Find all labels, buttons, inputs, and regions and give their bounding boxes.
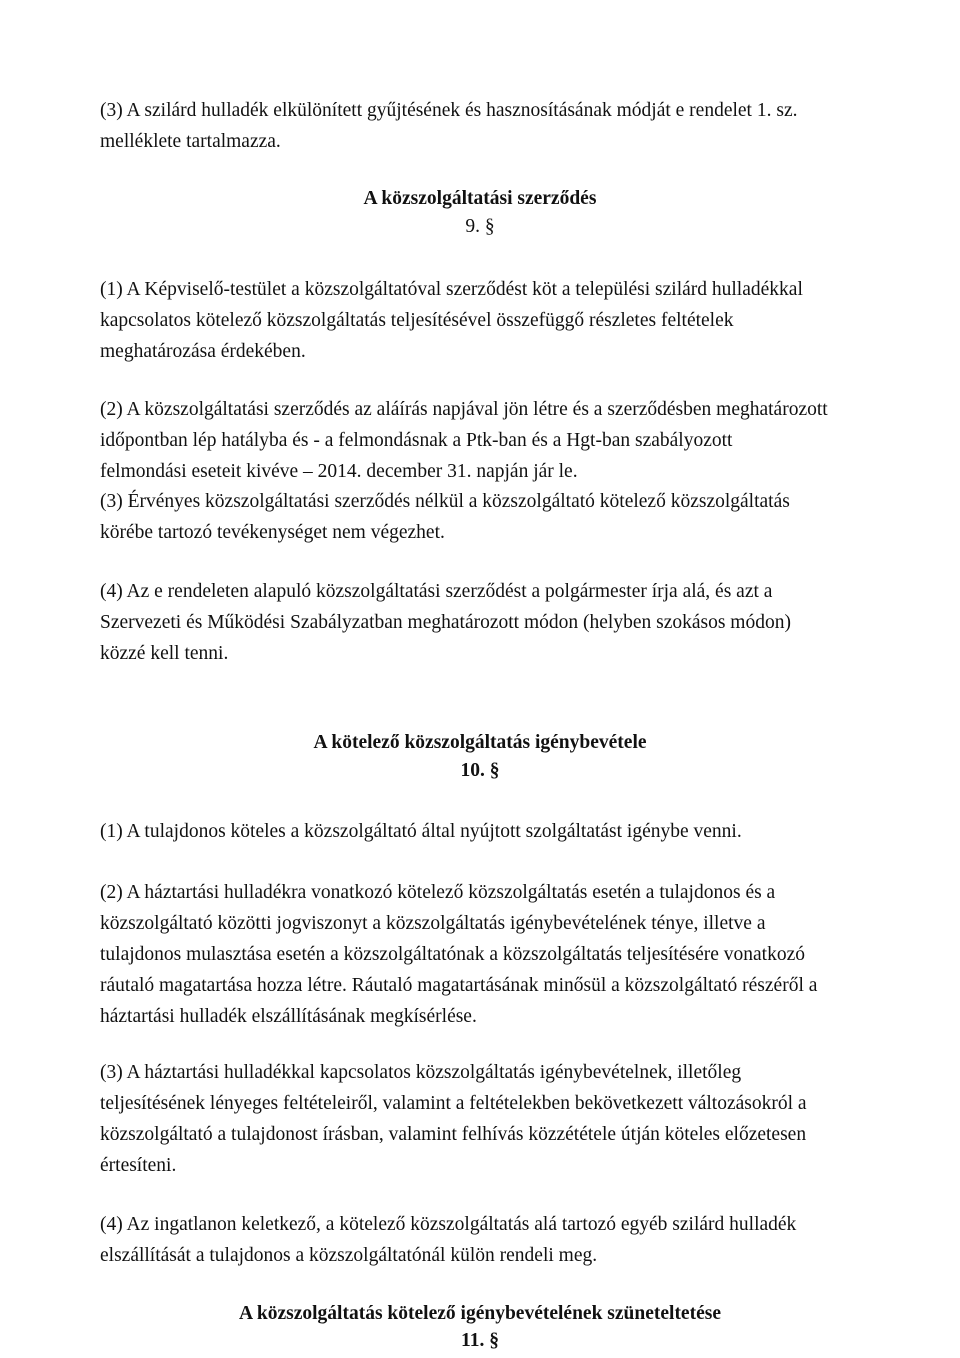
text-line: közszolgáltató közötti jogviszonyt a közszolgáltatás igénybevételének ténye, illetve a [100,913,766,934]
text-line: ráutaló magatartása hozza létre. Ráutaló magatartásának minősül a közszolgáltató részéről a [100,975,818,996]
text-line: értesíteni. [100,1155,177,1176]
text-line: kapcsolatos kötelező közszolgáltatás teljesítésével összefüggő részletes feltételek [100,310,734,331]
text-line: elszállítását a tulajdonos a közszolgáltatónál külön rendeli meg. [100,1245,598,1266]
text-line: (1) A tulajdonos köteles a közszolgáltató által nyújtott szolgáltatást igénybe venni. [100,821,742,842]
text-line: (4) Az ingatlanon keletkező, a kötelező közszolgáltatás alá tartozó egyéb szilárd hulladék [100,1214,797,1235]
text-line: (2) A közszolgáltatási szerződés az aláírás napjával jön létre és a szerződésben meghatározott [100,399,828,420]
section-9-paragraph-4 [100,576,945,669]
text-line: melléklete tartalmazza. [100,131,281,152]
section-9-heading: A közszolgáltatási szerződés [363,188,597,209]
section-10-heading: A kötelező közszolgáltatás igénybevétele [313,732,647,753]
section-9-paragraph-2 [100,394,945,487]
text-line: (4) Az e rendeleten alapuló közszolgáltatási szerződést a polgármester írja alá, és azt a [100,581,773,602]
text-line: háztartási hulladék elszállításának megkísérlése. [100,1006,477,1027]
section-10-paragraph-1 [100,816,945,847]
text-line: Szervezeti és Működési Szabályzatban meghatározott módon (helyben szokásos módon) [100,612,791,633]
text-line: közzé kell tenni. [100,643,229,664]
section-10-paragraph-3 [100,1057,945,1181]
text-line: körébe tartozó tevékenységet nem végezhet. [100,522,445,543]
text-line: (2) A háztartási hulladékra vonatkozó kötelező közszolgáltatás esetén a tulajdonos és a [100,882,776,903]
text-line: (3) A szilárd hulladék elkülönített gyűjtésének és hasznosításának módját e rendelet 1. sz. [100,100,798,121]
text-line: meghatározása érdekében. [100,341,306,362]
section-9-paragraph-1 [100,274,945,367]
section-10-paragraph-4 [100,1209,945,1271]
section-10-number: 10. § [460,760,500,781]
section-10-paragraph-2 [100,877,945,1032]
text-line: (3) Érvényes közszolgáltatási szerződés nélkül a közszolgáltató kötelező közszolgáltatás [100,491,790,512]
intro-paragraph [100,95,945,157]
text-line: (3) A háztartási hulladékkal kapcsolatos közszolgáltatás igénybevételnek, illetőleg [100,1062,742,1083]
text-line: időpontban lép hatályba és - a felmondásnak a Ptk-ban és a Hgt-ban szabályozott [100,430,733,451]
text-line: felmondási eseteit kivéve – 2014. december 31. napján jár le. [100,461,578,482]
text-line: tulajdonos mulasztása esetén a közszolgáltatónak a közszolgáltatás teljesítésére vonatkozó [100,944,805,965]
text-line: teljesítésének lényeges feltételeiről, valamint a feltételekben bekövetkezett változásokról a [100,1093,807,1114]
section-9-number: 9. § [465,216,495,237]
section-11-number: 11. § [461,1330,499,1351]
section-9-paragraph-3 [100,486,945,548]
text-line: (1) A Képviselő-testület a közszolgáltatóval szerződést köt a települési szilárd hulladékkal [100,279,803,300]
section-11-heading: A közszolgáltatás kötelező igénybevételének szüneteltetése [239,1303,721,1324]
text-line: közszolgáltató a tulajdonost írásban, valamint felhívás közzététele útján köteles előzetesen [100,1124,807,1145]
